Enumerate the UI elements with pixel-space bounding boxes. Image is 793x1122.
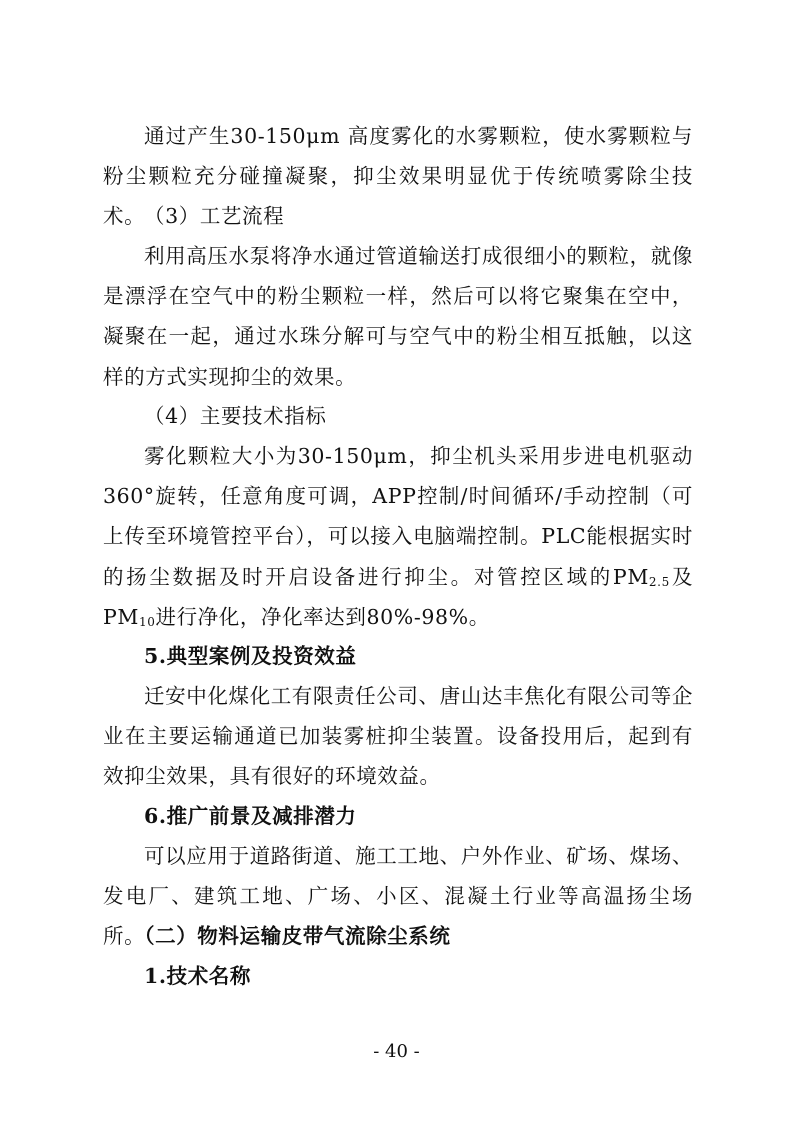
- paragraph-promotion-prospect: 可以应用于道路街道、施工工地、户外作业、矿场、煤场、发电厂、建筑工地、广场、小区、混凝土行业等高温扬尘场所。: [103, 844, 693, 949]
- heading-process-flow: （3）工艺流程: [144, 204, 285, 228]
- indicators-text-part2: 及PM: [103, 564, 693, 629]
- paragraph-technical-indicators: [103, 436, 693, 637]
- indicators-text-part1: 雾化颗粒大小为30-150μm，抑尘机头采用步进电机驱动360°旋转，任意角度可调，APP控制/时间循环/手动控制（可上传至环境管控平台），可以接入电脑端控制。PLC能根据实时的扬尘数据及时开启设备进行抑尘。对管控区域的PM: [103, 444, 693, 589]
- heading-typical-cases: 5.典型案例及投资效益: [144, 644, 357, 668]
- indicators-text-part3: 进行净化，净化率达到80%-98%。: [155, 604, 490, 629]
- heading-technology-name: 1.技术名称: [144, 964, 252, 988]
- heading-promotion-prospect: 6.推广前景及减排潜力: [144, 804, 357, 828]
- paragraph-typical-cases: 迁安中化煤化工有限责任公司、唐山达丰焦化有限公司等企业在主要运输通道已加装雾桩抑尘装置。设备投用后，起到有效抑尘效果，具有很好的环境效益。: [103, 684, 693, 789]
- heading-technical-indicators: （4）主要技术指标: [144, 404, 327, 428]
- pm25-subscript: 2.5: [648, 574, 670, 589]
- heading-section-two: （二）物料运输皮带气流除尘系统: [134, 924, 451, 948]
- page-number: - 40 -: [373, 1041, 420, 1062]
- paragraph-process-flow: 利用高压水泵将净水通过管道输送打成很细小的颗粒，就像是漂浮在空气中的粉尘颗粒一样，然后可以将它聚集在空中，凝聚在一起，通过水珠分解可与空气中的粉尘相互抵触，以这样的方式实现抑尘的效果。: [103, 244, 693, 389]
- pm10-subscript: 10: [138, 614, 156, 629]
- paragraph-atomization: 通过产生30-150μm 高度雾化的水雾颗粒，使水雾颗粒与粉尘颗粒充分碰撞凝聚，抑尘效果明显优于传统喷雾除尘技术。: [103, 124, 693, 229]
